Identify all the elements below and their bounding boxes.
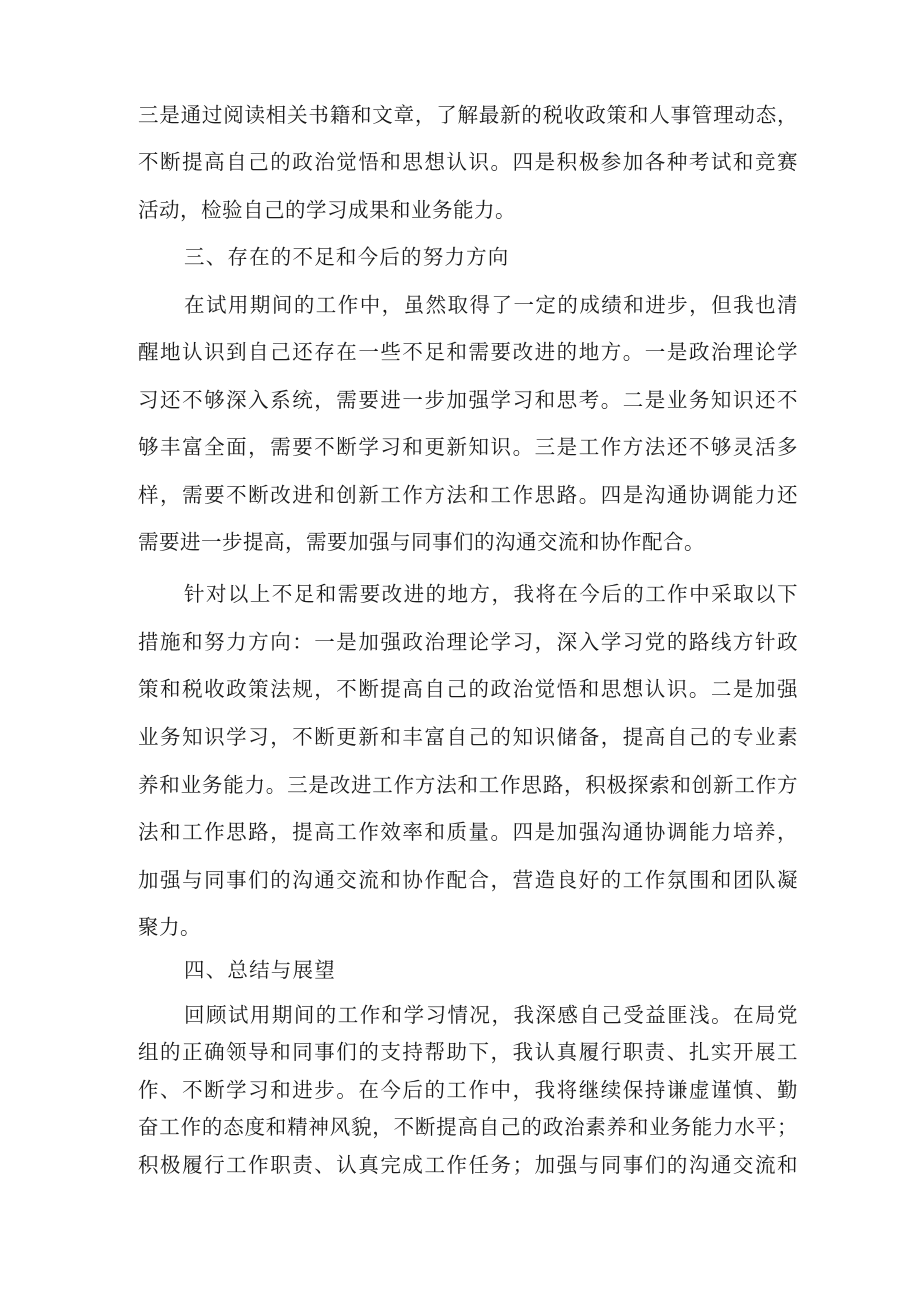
paragraph-line: 组的正确领导和同事们的支持帮助下，我认真履行职责、扎实开展工 xyxy=(138,1040,798,1064)
paragraph-line: 不断提高自己的政治觉悟和思想认识。四是积极参加各种考试和竞赛 xyxy=(138,150,798,174)
paragraph-line: 奋工作的态度和精神风貌，不断提高自己的政治素养和业务能力水平； xyxy=(138,1115,798,1139)
section-heading-4: 四、总结与展望 xyxy=(184,958,336,982)
paragraph-line: 措施和努力方向：一是加强政治理论学习，深入学习党的路线方针政 xyxy=(138,630,798,654)
paragraph-line: 在试用期间的工作中，虽然取得了一定的成绩和进步，但我也清 xyxy=(184,293,798,317)
paragraph-line: 聚力。 xyxy=(138,915,201,939)
paragraph-line: 醒地认识到自己还存在一些不足和需要改进的地方。一是政治理论学 xyxy=(138,340,798,364)
paragraph-line: 积极履行工作职责、认真完成工作任务；加强与同事们的沟通交流和 xyxy=(138,1153,798,1177)
paragraph-line: 业务知识学习，不断更新和丰富自己的知识储备，提高自己的专业素 xyxy=(138,725,798,749)
paragraph-line: 样，需要不断改进和创新工作方法和工作思路。四是沟通协调能力还 xyxy=(138,483,798,507)
paragraph-line: 三是通过阅读相关书籍和文章，了解最新的税收政策和人事管理动态， xyxy=(138,103,798,127)
paragraph-line: 活动，检验自己的学习成果和业务能力。 xyxy=(138,198,516,222)
paragraph-line: 针对以上不足和需要改进的地方，我将在今后的工作中采取以下 xyxy=(184,582,798,606)
section-heading-3: 三、存在的不足和今后的努力方向 xyxy=(184,245,510,269)
paragraph-line: 加强与同事们的沟通交流和协作配合，营造良好的工作氛围和团队凝 xyxy=(138,868,798,892)
paragraph-line: 法和工作思路，提高工作效率和质量。四是加强沟通协调能力培养， xyxy=(138,820,798,844)
paragraph-line: 习还不够深入系统，需要进一步加强学习和思考。二是业务知识还不 xyxy=(138,388,798,412)
paragraph-line: 需要进一步提高，需要加强与同事们的沟通交流和协作配合。 xyxy=(138,530,705,554)
paragraph-line: 够丰富全面，需要不断学习和更新知识。三是工作方法还不够灵活多 xyxy=(138,435,798,459)
paragraph-line: 养和业务能力。三是改进工作方法和工作思路，积极探索和创新工作方 xyxy=(138,773,798,797)
paragraph-line: 作、不断学习和进步。在今后的工作中，我将继续保持谦虚谨慎、勤 xyxy=(138,1078,798,1102)
paragraph-line: 回顾试用期间的工作和学习情况，我深感自己受益匪浅。在局党 xyxy=(184,1003,798,1027)
paragraph-line: 策和税收政策法规，不断提高自己的政治觉悟和思想认识。二是加强 xyxy=(138,677,798,701)
